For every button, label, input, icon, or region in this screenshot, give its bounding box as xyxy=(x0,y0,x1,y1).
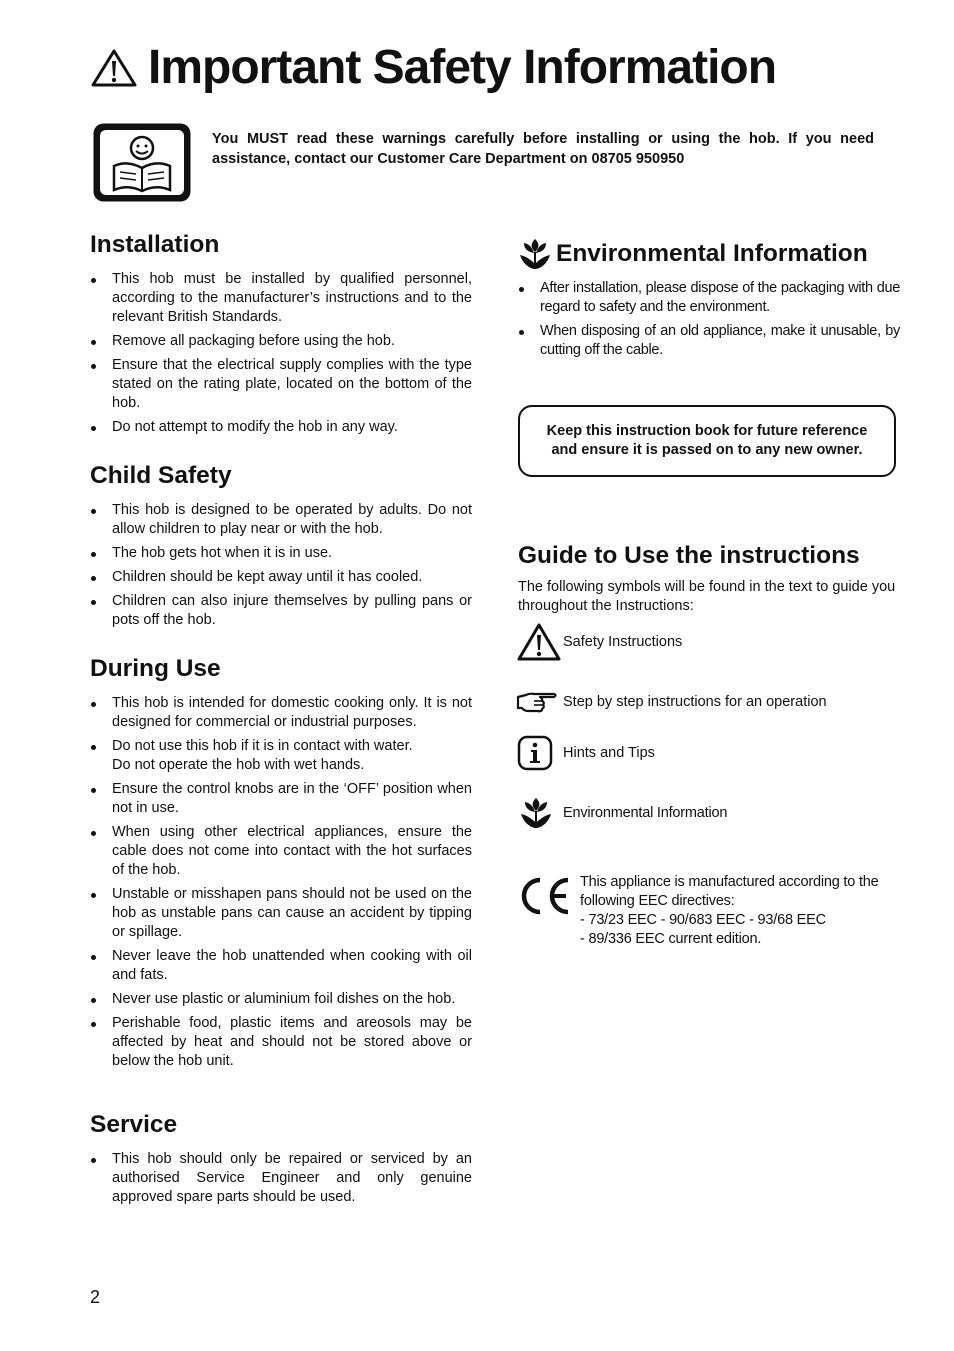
ce-mark-icon xyxy=(518,875,574,917)
page-number: 2 xyxy=(90,1287,101,1307)
list-item: When disposing of an old appliance, make it unusable, by cutting off the cable. xyxy=(518,322,900,360)
during-use-section xyxy=(90,655,472,1076)
list-item-line: Do not operate the hob with wet hands. xyxy=(112,757,365,773)
installation-section xyxy=(90,231,472,442)
flower-icon xyxy=(518,237,552,271)
ce-line: - 89/336 EEC current edition. xyxy=(580,931,762,947)
guide-heading: Guide to Use the instructions xyxy=(518,542,860,569)
during-use-heading: During Use xyxy=(90,655,221,682)
warning-triangle-icon xyxy=(90,48,138,88)
list-item: When using other electrical appliances, ensure the cable does not come into contact with the hot surfaces of the hob. xyxy=(90,823,472,880)
flower-icon xyxy=(519,796,553,830)
environmental-section xyxy=(518,237,900,365)
symbol-label: Safety Instructions xyxy=(563,634,683,650)
list-item: This hob is designed to be operated by adults. Do not allow children to play near or with the hob. xyxy=(90,501,472,539)
list-item: Perishable food, plastic items and areosols may be affected by heat and should not be stored above or below the hob unit. xyxy=(90,1014,472,1071)
list-item: This hob is intended for domestic cooking only. It is not designed for commercial or industrial purposes. xyxy=(90,694,472,732)
list-item: Do not attempt to modify the hob in any way. xyxy=(90,418,472,437)
keep-instructions-note xyxy=(518,405,896,477)
symbol-label: Step by step instructions for an operation xyxy=(563,694,827,710)
installation-heading: Installation xyxy=(90,231,220,258)
ce-directives-text xyxy=(580,873,910,949)
service-section xyxy=(90,1111,472,1212)
list-item: Children should be kept away until it has cooled. xyxy=(90,568,472,587)
list-item: Remove all packaging before using the hob. xyxy=(90,332,472,351)
symbol-step xyxy=(516,690,827,714)
list-item: Never leave the hob unattended when cooking with oil and fats. xyxy=(90,947,472,985)
list-item xyxy=(90,737,472,775)
read-manual-icon xyxy=(92,122,192,203)
list-item: Ensure the control knobs are in the ‘OFF’ position when not in use. xyxy=(90,780,472,818)
page-title-text: Important Safety Information xyxy=(148,41,777,94)
pointing-hand-icon xyxy=(516,690,558,714)
list-item: Ensure that the electrical supply complies with the type stated on the rating plate, located on the bottom of the hob. xyxy=(90,356,472,413)
guide-section xyxy=(518,542,900,616)
symbol-safety xyxy=(516,622,682,662)
list-item: This hob must be installed by qualified personnel, according to the manufacturer’s instructions and to the relevant British Standards. xyxy=(90,270,472,327)
keep-note-line: Keep this instruction book for future reference xyxy=(546,423,868,439)
list-item: The hob gets hot when it is in use. xyxy=(90,544,472,563)
list-item: After installation, please dispose of the packaging with due regard to safety and the environment. xyxy=(518,279,900,317)
list-item-line: Do not use this hob if it is in contact with water. xyxy=(112,738,413,754)
info-icon xyxy=(517,735,553,771)
list-item: This hob should only be repaired or serviced by an authorised Service Engineer and only genuine approved spare parts should be used. xyxy=(90,1150,472,1207)
ce-line: - 73/23 EEC - 90/683 EEC - 93/68 EEC xyxy=(580,912,826,928)
page-title xyxy=(90,40,776,95)
environmental-heading: Environmental Information xyxy=(556,240,868,267)
symbol-environmental xyxy=(519,796,727,830)
keep-note-line: and ensure it is passed on to any new owner. xyxy=(551,442,863,458)
symbol-label: Hints and Tips xyxy=(563,745,655,761)
guide-text: The following symbols will be found in the text to guide you throughout the Instructions: xyxy=(518,579,896,614)
ce-line: This appliance is manufactured according to the xyxy=(580,874,879,890)
symbol-hints xyxy=(517,735,655,771)
list-item: Children can also injure themselves by pulling pans or pots off the hob. xyxy=(90,592,472,630)
service-heading: Service xyxy=(90,1111,178,1138)
child-safety-heading: Child Safety xyxy=(90,462,232,489)
intro-text: You MUST read these warnings carefully before installing or using the hob. If you need assistance, contact our Customer Care Department on 08705 950950 xyxy=(212,131,874,167)
ce-line: following EEC directives: xyxy=(580,893,735,909)
warning-triangle-icon xyxy=(516,622,562,662)
list-item: Never use plastic or aluminium foil dishes on the hob. xyxy=(90,990,472,1009)
list-item: Unstable or misshapen pans should not be used on the hob as unstable pans can cause an accident by tipping or spillage. xyxy=(90,885,472,942)
child-safety-section xyxy=(90,462,472,635)
symbol-label: Environmental Information xyxy=(563,805,728,821)
